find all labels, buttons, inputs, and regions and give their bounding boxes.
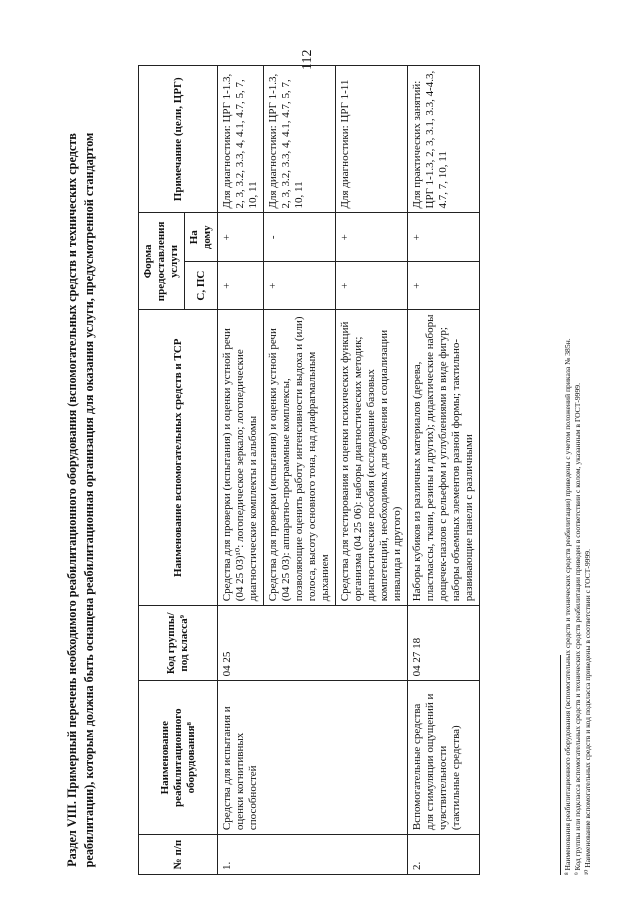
row-name: Вспомогательные средства для стимуляции ощущений и чувствительности (тактильные средства) (408, 681, 480, 835)
header-name: Наименование реабилитационного оборудования⁸ (139, 681, 218, 835)
row-home: + (408, 213, 480, 261)
row-tsr: Средства для проверки (испытания) и оценки устной речи (04 25 03)¹⁰: логопедическое зеркало; логопедические диагностические комплекты и альбомы (218, 310, 264, 606)
row-tsr: Средства для проверки (испытания) и оценки устной речи (04 25 03): аппаратно-программные комплексы, позволяющие оценить работу интенсивности выдоха и (или) голоса, высоту основного тона, над диафрагмальным дыханием (264, 310, 336, 606)
row-home: + (218, 213, 264, 261)
row-note: Для диагностики: ЦРГ 1-11 (336, 66, 408, 214)
row-note: Для практических занятий: ЦРГ 1-1.3, 2, 3, 3.1, 3.3, 4-4.3, 4.7, 7, 10, 11 (408, 66, 480, 214)
row-name: Средства для испытания и оценки когнитивных способностей (218, 681, 408, 835)
footnote-divider (560, 655, 561, 875)
row-num: 1. (218, 835, 408, 875)
row-code: 04 27 18 (408, 606, 480, 681)
row-code: 04 25 (218, 606, 408, 681)
row-cps: + (408, 261, 480, 309)
header-code: Код группы/под класса⁹ (139, 606, 218, 681)
header-note: Примечание (цели, ЦРГ) (139, 66, 218, 214)
row-cps: + (264, 261, 336, 309)
footnote: ⁸ Наименования реабилитационного оборудования (вспомогательных средств и технических средств реабилитации) приведены с учетом положений приказа № 385н. (563, 338, 572, 875)
footnote: ⁹ Код группы или подкласса вспомогательных средств и технических средств реабилитации приведен в соответствии с колом, указанным в ГОСТ-9999. (573, 383, 582, 875)
equipment-table (138, 65, 480, 875)
header-form-home: На дому (185, 213, 218, 261)
section-title: Раздел VIII. Примерный перечень необходимого реабилитационного оборудования (вспомогательных средств и технических средств реабилитации), которым должна быть оснащена реабилитационная организация для оказания услуги, предусмотренной стандартом (65, 132, 96, 868)
footnote: ¹⁰ Наименование вспомогательных средств и код подкласса приведены в соответствии с ГОСТ-9999. (583, 549, 592, 875)
row-tsr: Средства для тестирования и оценки психических функций организма (04 25 06): наборы диагностических методик; диагностические пособия (исследование базовых компетенций, необходимых для обучения и социализации инвалида и другого) (336, 310, 408, 606)
table-row (408, 66, 480, 875)
row-tsr: Наборы кубиков из различных материалов (дерева, пластмассы, ткани, резины и других); дидактические наборы дощечек-пазлов с рельефом и углублениями в виде фигур; наборы объемных элементов разной формы; тактильно-развивающие панели с различными (408, 310, 480, 606)
footnotes (560, 75, 593, 875)
table-row (218, 66, 264, 875)
row-note: Для диагностики: ЦРГ 1-1.3, 2, 3, 3.2, 3.3, 4, 4.1, 4.7, 5, 7, 10, 11 (264, 66, 336, 214)
page-number: 112 (300, 49, 315, 71)
rotated-sheet (60, 25, 620, 905)
header-form-cps: С, ПС (185, 261, 218, 309)
header-form: Форма предоставления услуги (139, 213, 185, 310)
row-cps: + (218, 261, 264, 309)
row-num: 2. (408, 835, 480, 875)
row-home: - (264, 213, 336, 261)
header-tsr: Наименование вспомогательных средств и ТСР (139, 310, 218, 606)
row-note: Для диагностики: ЦРГ 1-1.3, 2, 3, 3.2, 3.3, 4, 4.1, 4.7, 5, 7, 10, 11 (218, 66, 264, 214)
row-home: + (336, 213, 408, 261)
row-cps: + (336, 261, 408, 309)
header-num: № п/п (139, 835, 218, 875)
